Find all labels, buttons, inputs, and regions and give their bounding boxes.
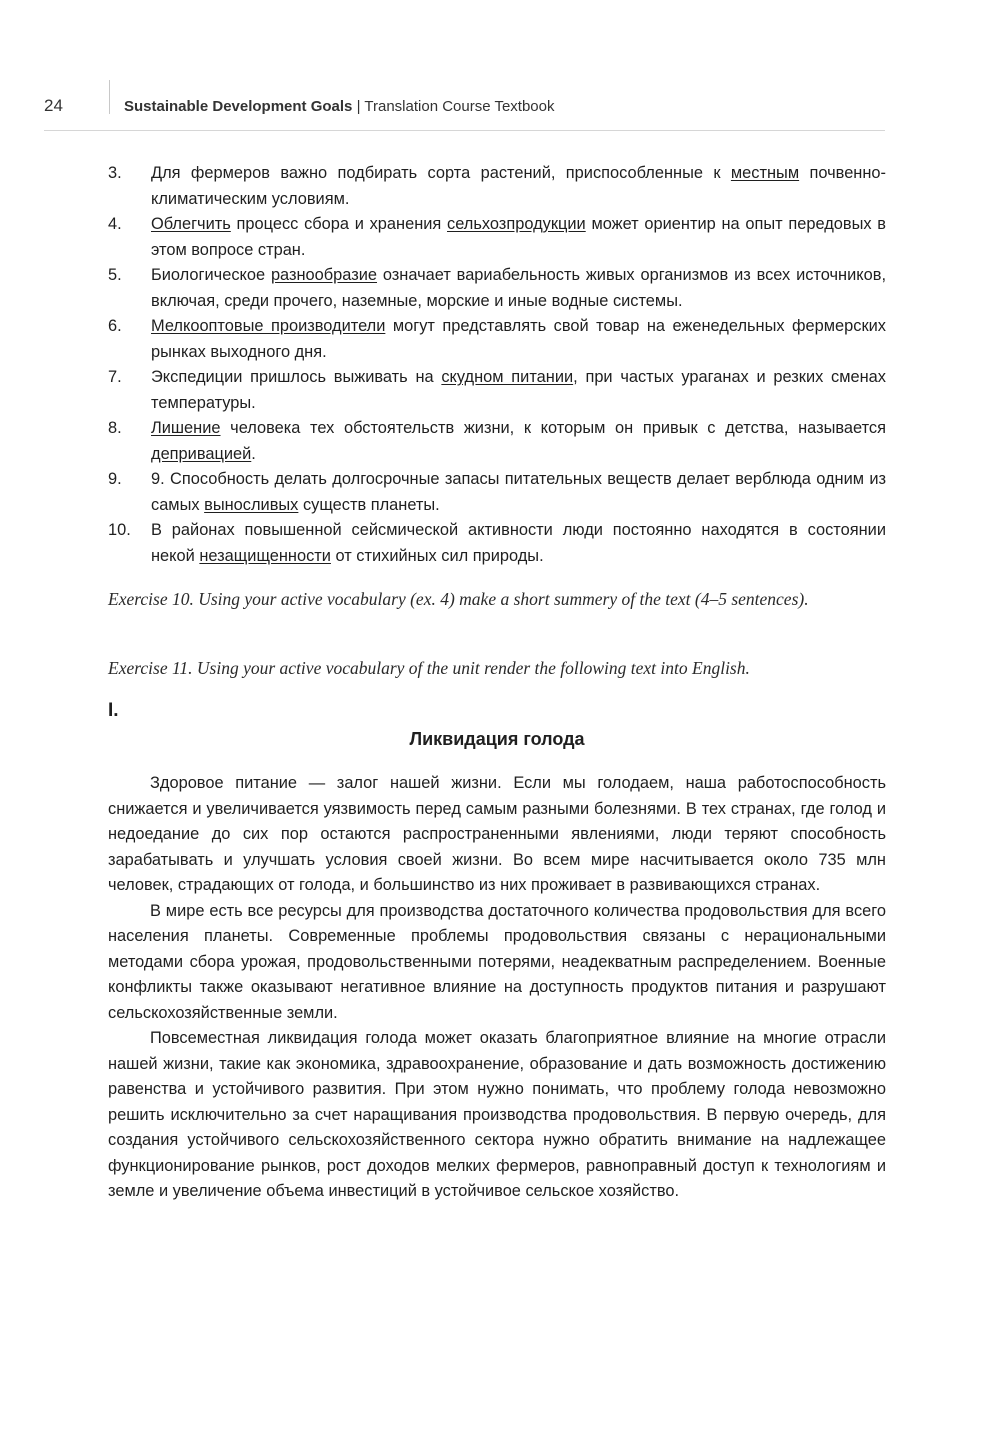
item-text: 9. Способность делать долгосрочные запасы питательных веществ делает верблюда одним из самых xyxy=(151,470,886,514)
vocab-term: Мелкооптовые производители xyxy=(151,317,386,335)
item-text: Для фермеров важно подбирать сорта растений, приспособленные к xyxy=(151,164,731,182)
list-item xyxy=(108,263,886,314)
part-label: I. xyxy=(108,700,119,721)
book-title: Sustainable Development Goals xyxy=(124,98,353,115)
item-number: 4. xyxy=(108,215,122,233)
vocab-term: местным xyxy=(730,164,800,182)
item-text: Биологическое xyxy=(151,266,271,284)
item-text: почвенно-климатическим условиям. xyxy=(151,164,886,208)
list-item xyxy=(108,212,886,263)
exercise-10-heading: Exercise 10. Using your active vocabulary (ex. 4) make a short summery of the text (4–5 sentences). xyxy=(108,589,809,609)
page-header xyxy=(44,94,885,131)
paragraph: Здоровое питание — залог нашей жизни. Если мы голодаем, наша работоспособность снижается и увеличивается уязвимость перед самым разными болезнями. В тех странах, где голод и недоедание до сих пор остаются распространенными явлениями, люди теряют способность зарабатывать и улучшать условия своей жизни. Во всем мире насчитывается около 735 млн человек, страдающих от голода, и большинство из них проживает в развивающихся странах. xyxy=(108,774,886,894)
list-item xyxy=(108,518,886,569)
list-item xyxy=(108,365,886,416)
list-item xyxy=(108,314,886,365)
vocab-term: выносливых xyxy=(204,495,299,514)
vocab-term: Облегчить xyxy=(151,215,231,233)
sentence-list xyxy=(108,161,886,569)
vocab-term: депривацией xyxy=(151,444,252,463)
item-text: означает вариабельность живых организмов из всех источников, включая, среди прочего, наземные, морские и иные водные системы. xyxy=(151,266,886,310)
item-text: могут представлять свой товар на еженедельных фермерских рынках выходного дня. xyxy=(151,317,886,361)
paragraph: В мире есть все ресурсы для производства достаточного количества продовольствия для всего населения планеты. Современные проблемы продовольствия связаны с нерациональными методами сбора урожая, продовольственными потерями, неадекватным распределением. Военные конфликты также оказывают негативное влияние на доступность продуктов питания и разрушают сельскохозяйственные земли. xyxy=(108,901,886,1022)
item-text: человека тех обстоятельств жизни, к которым он привык с детства, называется xyxy=(220,419,886,437)
page-number: 24 xyxy=(44,96,63,115)
vocab-term: сельхозпродукции xyxy=(447,215,586,233)
item-text: , при частых ураганах и резких сменах температуры. xyxy=(151,368,886,412)
vocab-term: разнообразие xyxy=(270,266,378,284)
vocab-term: Лишение xyxy=(151,419,221,437)
running-title xyxy=(124,98,555,115)
list-item xyxy=(108,416,886,467)
item-number: 9. xyxy=(108,470,122,488)
list-item xyxy=(108,161,886,212)
item-number: 8. xyxy=(108,419,122,437)
item-text: от стихийных сил природы. xyxy=(330,546,544,565)
item-number: 7. xyxy=(108,368,122,386)
item-text: существ планеты. xyxy=(298,495,440,514)
item-text: В районах повышенной сейсмической активности люди постоянно находятся в состоянии некой xyxy=(151,521,886,565)
header-divider xyxy=(109,80,110,114)
item-text: процесс сбора и хранения xyxy=(230,215,447,233)
title-separator: | xyxy=(356,98,361,115)
list-item xyxy=(108,467,886,518)
body-text xyxy=(108,771,886,1205)
paragraph: Повсеместная ликвидация голода может оказать благоприятное влияние на многие отрасли нашей жизни, такие как экономика, здравоохранение, образование и дать возможность достижению равенства и устойчивого развития. При этом нужно понимать, что проблему голода невозможно решить исключительно за счет наращивания производства продовольствия. В первую очередь, для создания устойчивого сельскохозяйственного сектора нужно обратить внимание на надлежащее функционирование рынков, рост доходов мелких фермеров, равноправный доступ к технологиям и земле и увеличение объема инвестиций в устойчивое сельское хозяйство. xyxy=(108,1029,886,1200)
item-text: может ориентир на опыт передовых в этом вопросе стран. xyxy=(151,215,886,259)
vocab-term: скудном питании xyxy=(441,368,574,386)
item-number: 3. xyxy=(108,164,122,182)
exercise-11-heading: Exercise 11. Using your active vocabulary of the unit render the following text into English. xyxy=(108,658,750,678)
item-number: 10. xyxy=(108,521,131,539)
text-title: Ликвидация голода xyxy=(409,729,585,749)
item-text: Экспедиции пришлось выживать на xyxy=(151,368,442,386)
book-subtitle: Translation Course Textbook xyxy=(364,98,555,115)
item-number: 6. xyxy=(108,317,122,335)
vocab-term: незащищенности xyxy=(199,546,331,565)
item-text: . xyxy=(251,444,256,463)
item-number: 5. xyxy=(108,266,122,284)
